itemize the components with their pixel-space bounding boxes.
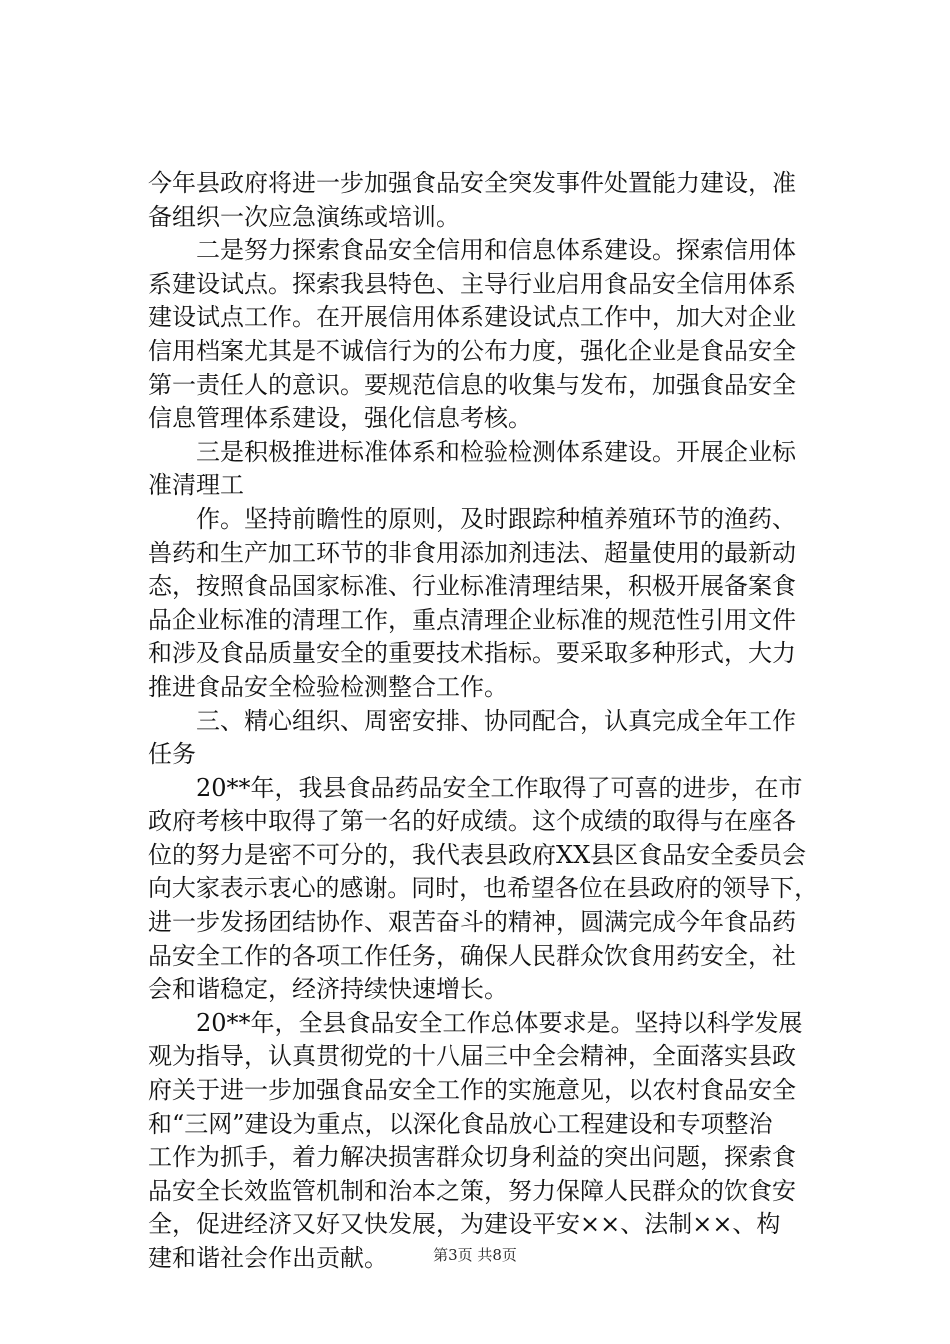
text-line: 信息管理体系建设，强化信息考核。 [148,404,532,433]
text-line: 信用档案尤其是不诚信行为的公布力度，强化企业是食品安全 [148,336,796,365]
text-line: 位的努力是密不可分的，我代表县政府XX县区食品安全委员会 [148,840,807,869]
text-line: 系建设试点。探索我县特色、主导行业启用食品安全信用体系 [148,269,796,298]
text-line: 向大家表示衷心的感谢。同时，也希望各位在县政府的领导下， [148,874,818,903]
text-line: 会和谐稳定，经济持续快速增长。 [148,975,508,1004]
text-line: 和“三网”建设为重点，以深化食品放心工程建设和专项整治 [148,1109,773,1138]
text-line: 进一步发扬团结协作、艰苦奋斗的精神，圆满完成今年食品药 [148,908,796,937]
body-text [148,167,818,1276]
text-line: 20**年，全县食品安全工作总体要求是。坚持以科学发展 [196,1008,803,1037]
text-line: 三是积极推进标准体系和检验检测体系建设。开展企业标 [196,437,796,466]
text-line: 兽药和生产加工环节的非食用添加剂违法、超量使用的最新动 [148,538,796,567]
text-line: 建设试点工作。在开展信用体系建设试点工作中，加大对企业 [148,303,796,332]
text-line: 二是努力探索食品安全信用和信息体系建设。探索信用体 [196,236,796,265]
text-line: 府关于进一步加强食品安全工作的实施意见，以农村食品安全 [148,1076,796,1105]
text-line: 建和谐社会作出贡献。 [148,1244,388,1272]
text-line: 作。坚持前瞻性的原则，及时跟踪种植养殖环节的渔药、 [196,504,796,533]
text-line: 态，按照食品国家标准、行业标准清理结果，积极开展备案食 [148,572,796,601]
text-line: 任务 [148,740,196,769]
text-line: 今年县政府将进一步加强食品安全突发事件处置能力建设，准 [148,169,796,197]
text-line: 准清理工 [148,471,244,500]
text-line: 和涉及食品质量安全的重要技术指标。要采取多种形式，大力 [148,639,796,668]
text-line: 工作为抓手，着力解决损害群众切身利益的突出问题，探索食 [148,1143,796,1172]
text-line: 全，促进经济又好又快发展，为建设平安××、法制××、构 [148,1210,781,1239]
text-line: 备组织一次应急演练或培训。 [148,202,460,231]
page-footer: 第3页 共8页 [433,1246,517,1264]
text-line: 第一责任人的意识。要规范信息的收集与发布，加强食品安全 [148,370,796,399]
text-line: 品安全长效监管机制和治本之策，努力保障人民群众的饮食安 [148,1176,796,1205]
text-line: 品企业标准的清理工作，重点清理企业标准的规范性引用文件 [148,605,796,634]
text-line: 20**年，我县食品药品安全工作取得了可喜的进步，在市 [196,773,803,802]
text-line: 政府考核中取得了第一名的好成绩。这个成绩的取得与在座各 [148,807,796,836]
text-line: 观为指导，认真贯彻党的十八届三中全会精神，全面落实县政 [148,1042,796,1071]
text-line: 品安全工作的各项工作任务，确保人民群众饮食用药安全，社 [148,941,796,970]
text-line: 三、精心组织、周密安排、协同配合，认真完成全年工作 [196,706,796,735]
text-line: 推进食品安全检验检测整合工作。 [148,672,508,701]
